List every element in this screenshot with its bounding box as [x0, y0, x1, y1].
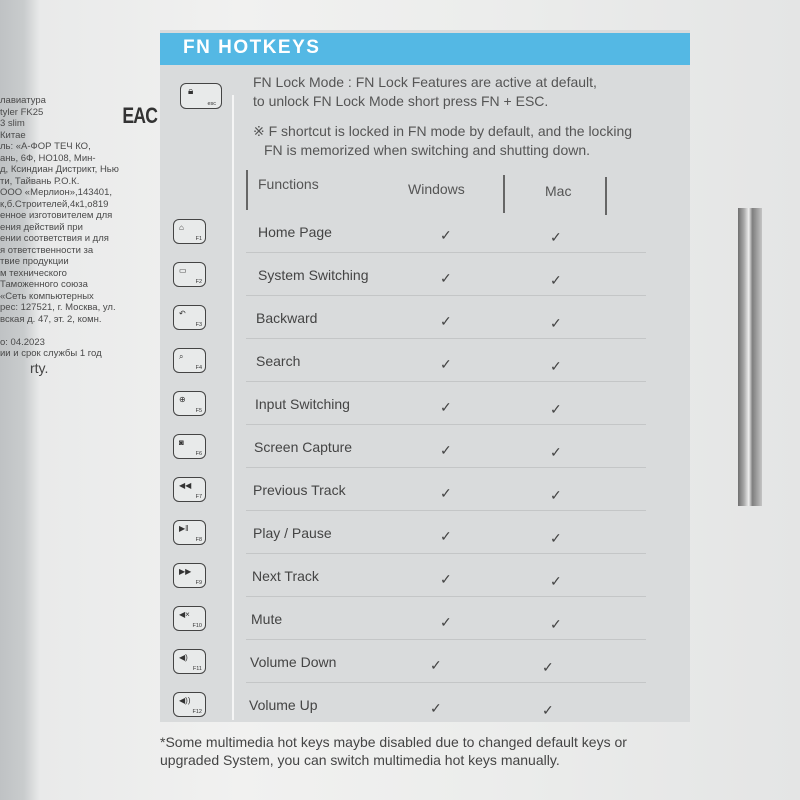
row-divider: [246, 467, 646, 468]
header-mac: Mac: [545, 183, 572, 199]
esc-key: [180, 83, 222, 109]
lock-icon: 🔒︎: [188, 86, 194, 97]
label-line: енное изготовителем для: [0, 210, 113, 221]
eac-mark: EAC: [122, 103, 158, 128]
mac-check: ✓: [550, 229, 562, 245]
label-line: ль: «А-ФОР ТЕЧ КО,: [0, 141, 91, 152]
label-line-blank: [0, 325, 160, 337]
mac-check: ✓: [550, 487, 562, 503]
globe-icon: ⊕: [179, 395, 186, 404]
key-label: F1: [195, 236, 202, 242]
windows-check: ✓: [440, 485, 452, 501]
header-divider: [605, 177, 607, 215]
label-line: м технического: [0, 267, 67, 279]
key-f2: [173, 262, 206, 287]
key-f9: [173, 563, 206, 588]
key-f11: [173, 649, 206, 674]
windows-check: ✓: [440, 614, 452, 630]
key-column-divider: [232, 95, 234, 720]
key-f12: [173, 692, 206, 717]
label-line: о: 04.2023: [0, 336, 45, 348]
key-label: F11: [192, 666, 202, 672]
label-line: Китае: [0, 129, 26, 141]
system-switch-icon: ▭: [179, 266, 187, 275]
play-pause-icon: ▶‖: [179, 524, 189, 533]
label-line: 3 slim: [0, 118, 25, 129]
windows-check: ✓: [440, 270, 452, 286]
footnote: [160, 733, 627, 769]
windows-check: ✓: [440, 442, 452, 458]
label-line: лавиатура: [0, 95, 46, 106]
label-line: вская д. 47, эт. 2, комн.: [0, 313, 102, 325]
windows-check: ✓: [440, 356, 452, 372]
windows-check: ✓: [440, 399, 452, 415]
label-line: д, Ксиндиан Дистрикт, Нью: [0, 164, 119, 175]
home-icon: ⌂: [179, 223, 184, 232]
row-divider: [246, 252, 646, 253]
function-label: Input Switching: [255, 396, 350, 412]
function-label: Next Track: [252, 568, 319, 584]
row-divider: [246, 639, 646, 640]
function-label: Home Page: [258, 224, 332, 240]
function-label: Backward: [256, 310, 318, 326]
key-f7: [173, 477, 206, 502]
header-divider: [503, 175, 505, 213]
windows-check: ✓: [440, 571, 452, 587]
mac-check: ✓: [550, 573, 562, 589]
search-icon: ⌕: [179, 352, 184, 361]
row-divider: [246, 553, 646, 554]
mac-check: ✓: [550, 530, 562, 546]
key-f10: [173, 606, 206, 631]
function-label: Previous Track: [253, 482, 346, 498]
key-label: F9: [195, 580, 202, 586]
mac-check: ✓: [542, 702, 554, 718]
key-label: F7: [195, 494, 202, 500]
function-label: Search: [256, 353, 301, 369]
key-f8: [173, 520, 206, 545]
mac-check: ✓: [550, 616, 562, 632]
windows-check: ✓: [440, 313, 452, 329]
key-label: F12: [192, 709, 202, 715]
row-divider: [246, 295, 646, 296]
function-label: Play / Pause: [253, 525, 332, 541]
windows-check: ✓: [440, 227, 452, 243]
windows-check: ✓: [430, 700, 442, 716]
key-label: F4: [195, 365, 202, 371]
label-line: я ответственности за: [0, 244, 94, 256]
function-label: Screen Capture: [254, 439, 353, 455]
lock-mode-line: FN Lock Mode : FN Lock Features are active at default,: [253, 74, 597, 90]
header-windows: Windows: [408, 181, 465, 197]
key-label: F10: [192, 623, 202, 629]
label-line: к,б.Строителей,4к1,о819: [0, 198, 109, 210]
page-title: FN HOTKEYS: [183, 37, 321, 58]
header-functions: Functions: [258, 176, 319, 192]
key-label: F8: [195, 537, 202, 543]
function-label: Volume Down: [250, 654, 337, 670]
label-line: рес: 127521, г. Москва, ул.: [0, 302, 116, 313]
key-f3: [173, 305, 206, 330]
key-label: F5: [195, 408, 202, 414]
key-f6: [173, 434, 206, 459]
back-arrow-icon: ↶: [179, 309, 186, 318]
box-edge: [738, 208, 762, 506]
mac-check: ✓: [550, 401, 562, 417]
mac-check: ✓: [550, 272, 562, 288]
label-line: твие продукции: [0, 256, 69, 267]
footnote-line: *Some multimedia hot keys maybe disabled due to changed default keys or: [160, 734, 627, 750]
label-line: ении соответствия и для: [0, 233, 109, 244]
lock-mode-line: to unlock FN Lock Mode short press FN + ESC.: [253, 93, 549, 109]
label-line: ООО «Мерлион»,143401,: [0, 187, 112, 198]
title-banner: [160, 33, 690, 65]
header-divider: [246, 170, 248, 210]
volume-down-icon: ◀): [179, 653, 188, 662]
mac-check: ✓: [550, 358, 562, 374]
previous-track-icon: ◀◀: [179, 481, 192, 490]
function-label: Volume Up: [249, 697, 318, 713]
row-divider: [246, 381, 646, 382]
label-line: ти, Тайвань Р.О.К.: [0, 175, 80, 187]
row-divider: [246, 510, 646, 511]
row-divider: [246, 424, 646, 425]
label-line: ань, 6Ф, НО108, Мин-: [0, 152, 96, 164]
row-divider: [246, 338, 646, 339]
label-line: Таможенного союза: [0, 279, 88, 290]
label-line: tyler FK25: [0, 106, 44, 118]
next-track-icon: ▶▶: [179, 567, 192, 576]
box-label-text: [0, 95, 160, 360]
key-f5: [173, 391, 206, 416]
note-line: ※ F shortcut is locked in FN mode by default, and the locking: [253, 123, 633, 139]
mac-check: ✓: [542, 659, 554, 675]
key-label: F3: [195, 322, 202, 328]
row-divider: [246, 596, 646, 597]
key-label: F6: [195, 451, 202, 457]
volume-up-icon: ◀)): [179, 696, 191, 705]
function-label: System Switching: [258, 267, 369, 283]
function-label: Mute: [251, 611, 283, 627]
label-line: ии и срок службы 1 год: [0, 348, 102, 359]
mac-check: ✓: [550, 444, 562, 460]
key-f4: [173, 348, 206, 373]
mute-icon: ◀×: [179, 610, 190, 619]
label-line: «Сеть компьютерных: [0, 290, 94, 302]
row-divider: [246, 682, 646, 683]
key-f1: [173, 219, 206, 244]
esc-key-label: esc: [207, 101, 216, 107]
mac-check: ✓: [550, 315, 562, 331]
camera-icon: ◙: [179, 438, 184, 447]
key-label: F2: [195, 279, 202, 285]
label-tail-text: rty.: [30, 360, 49, 376]
windows-check: ✓: [430, 657, 442, 673]
label-line: ения действий при: [0, 221, 83, 233]
note-line: FN is memorized when switching and shutting down.: [264, 142, 591, 158]
footnote-line: upgraded System, you can switch multimedia hot keys manually.: [160, 752, 560, 768]
windows-check: ✓: [440, 528, 452, 544]
